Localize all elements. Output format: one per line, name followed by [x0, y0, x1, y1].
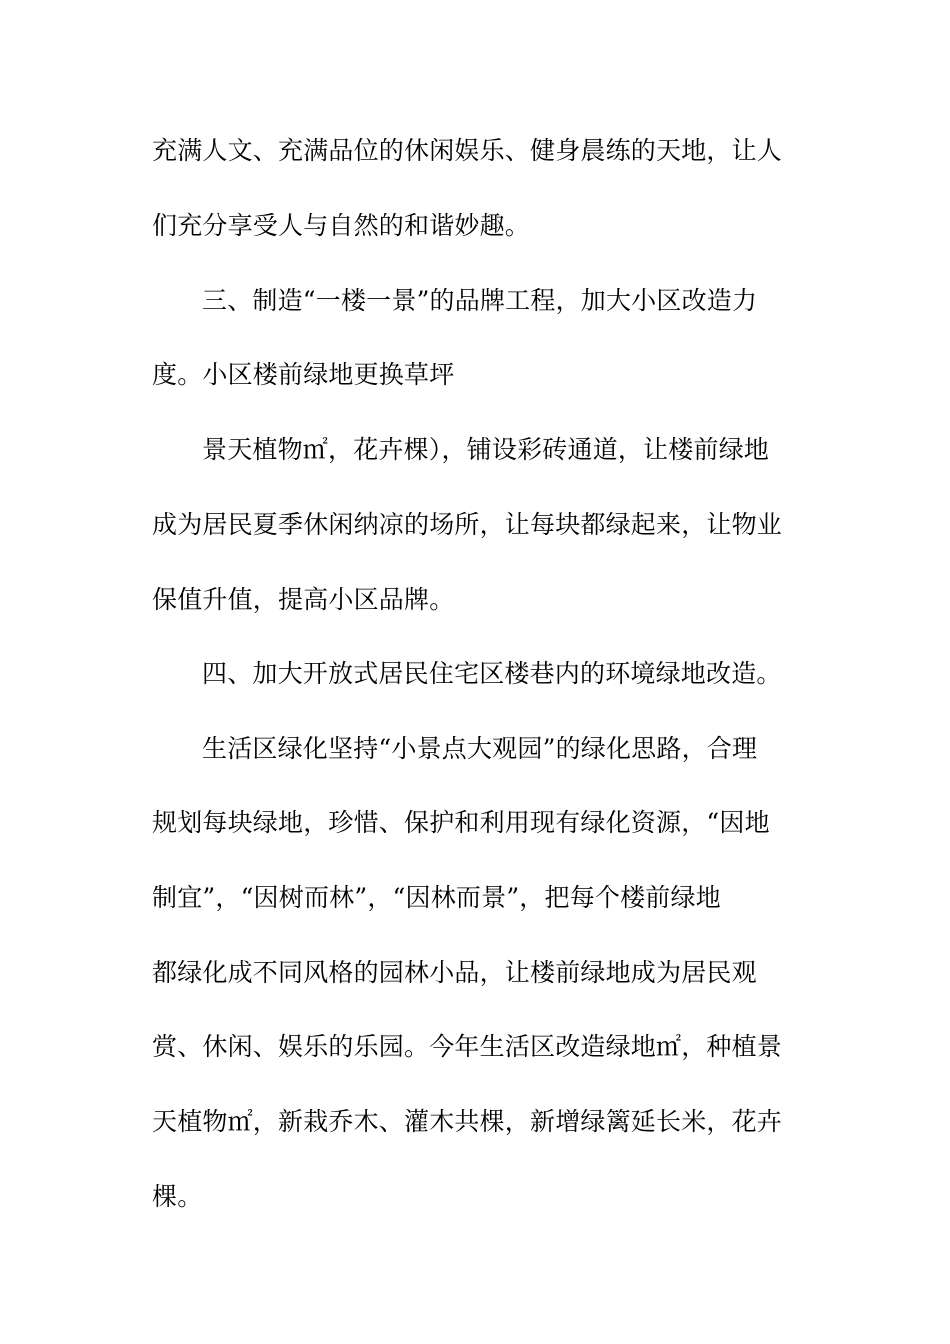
- paragraph-line: 棵。: [152, 1182, 203, 1211]
- paragraph-line: 充满人文、充满品位的休闲娱乐、健身晨练的天地，让人: [152, 136, 783, 165]
- paragraph-line: 赏、休闲、娱乐的乐园。今年生活区改造绿地㎡，种植景: [152, 1032, 783, 1061]
- paragraph-line: 景天植物㎡，花卉棵），铺设彩砖通道，让楼前绿地: [202, 435, 770, 464]
- paragraph-line: 成为居民夏季休闲纳凉的场所，让每块都绿起来，让物业: [152, 510, 783, 539]
- paragraph-line: 都绿化成不同风格的园林小品，让楼前绿地成为居民观: [152, 958, 757, 987]
- paragraph-line: 四、加大开放式居民住宅区楼巷内的环境绿地改造。: [202, 659, 782, 688]
- paragraph-line: 规划每块绿地，珍惜、保护和利用现有绿化资源，“因地: [152, 808, 770, 837]
- paragraph-line: 制宜”，“因树而林”，“因林而景”，把每个楼前绿地: [152, 883, 721, 912]
- paragraph-line: 保值升值，提高小区品牌。: [152, 585, 455, 614]
- paragraph-line: 天植物㎡，新栽乔木、灌木共棵，新增绿篱延长米，花卉: [152, 1107, 783, 1136]
- paragraph-line: 生活区绿化坚持“小景点大观园”的绿化思路，合理: [202, 734, 758, 763]
- paragraph-line: 们充分享受人与自然的和谐妙趣。: [152, 211, 531, 240]
- paragraph-line: 度。小区楼前绿地更换草坪: [152, 360, 455, 389]
- paragraph-line: 三、制造“一楼一景”的品牌工程，加大小区改造力: [202, 286, 758, 315]
